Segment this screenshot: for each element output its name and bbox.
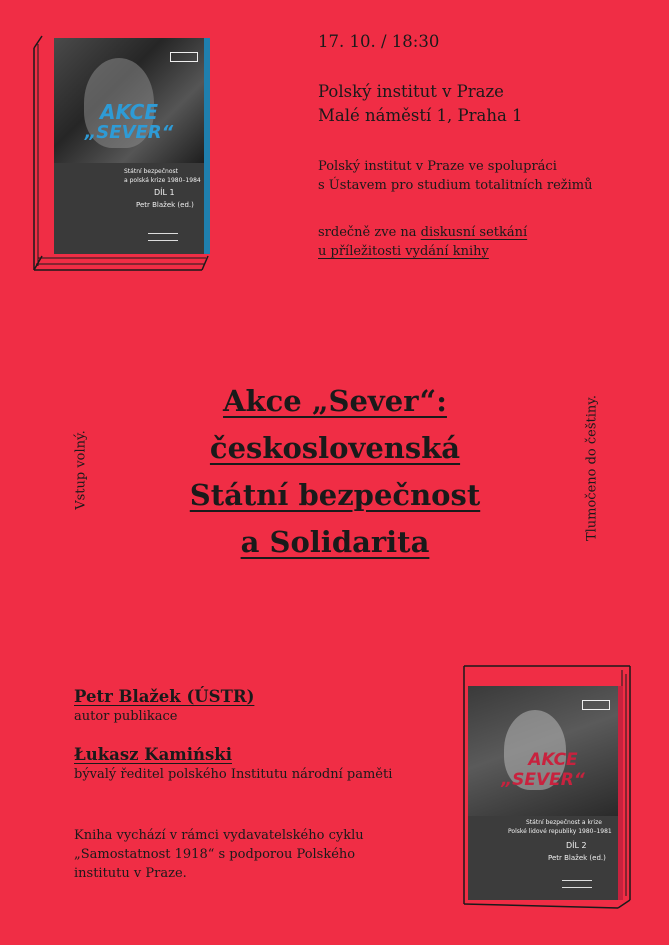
cover-part-2: DÍL 2 [566,841,587,850]
book-front-2 [468,686,618,900]
publisher-logo-2 [582,700,610,710]
title-line-4: a Solidarita [240,525,430,559]
event-venue [318,80,523,128]
speaker-role-1: autor publikace [74,709,178,724]
venue-name: Polský institut v Praze [318,82,504,101]
book-spine-1 [204,38,210,254]
cover-subtitle1-1: Státní bezpečnost [124,168,178,175]
intro-line-1: Polský institut v Praze ve spolupráci [318,159,557,174]
book-front-1 [54,38,204,254]
venue-address: Malé náměstí 1, Praha 1 [318,106,523,125]
speaker-name-1: Petr Blažek (ÚSTR) [74,687,255,706]
invite-link-occasion: u příležitosti vydání knihy [318,244,489,259]
invite-prefix: srdečně zve na [318,225,421,240]
publisher-mark-2 [562,880,592,888]
interpretation-note: Tlumočeno do češtiny. [584,394,600,542]
event-intro [318,157,592,195]
invite-link-discussion: diskusní setkání [420,225,528,240]
cover-title-line2-2: „SEVER“ [501,770,585,790]
title-line-1: Akce „Sever“: [223,384,447,418]
event-title [140,378,530,566]
cover-title-line2-1: „SEVER“ [84,122,174,143]
free-entry-note: Vstup volný. [73,430,89,510]
publication-note-line-1: Kniha vychází v rámci vydavatelského cyklu [74,828,364,843]
cover-part-1: DÍL 1 [154,188,175,197]
book-spine-2 [618,686,623,900]
cover-subtitle2-2: Polské lidové republiky 1980–1981 [508,828,612,835]
title-line-3: Státní bezpečnost [189,478,481,512]
book-cover-part-1 [32,34,212,278]
publisher-logo-1 [170,52,198,62]
cover-subtitle2-1: a polská krize 1980–1984 [124,177,201,184]
speaker-role-2: bývalý ředitel polského Institutu národní paměti [74,767,393,782]
title-line-2: československá [209,431,461,465]
cover-subtitle1-2: Státní bezpečnost a krize [526,819,602,826]
publication-note-line-3: institutu v Praze. [74,866,187,881]
cover-author-1: Petr Blažek (ed.) [136,201,194,209]
event-datetime: 17. 10. / 18:30 [318,32,440,51]
event-invite [318,223,527,261]
book-cover-part-2 [458,664,636,912]
publisher-mark-1 [148,233,178,241]
cover-title-line1-2: AKCE [528,750,578,770]
speaker-name-2: Łukasz Kamiński [74,745,232,764]
intro-line-2: s Ústavem pro studium totalitních režimů [318,178,593,193]
publication-note-line-2: „Samostatnost 1918“ s podporou Polského [74,847,356,862]
speakers-list [74,686,454,802]
publication-note [74,826,404,883]
cover-author-2: Petr Blažek (ed.) [548,854,606,862]
cover-title-line1-1: AKCE [99,100,159,124]
